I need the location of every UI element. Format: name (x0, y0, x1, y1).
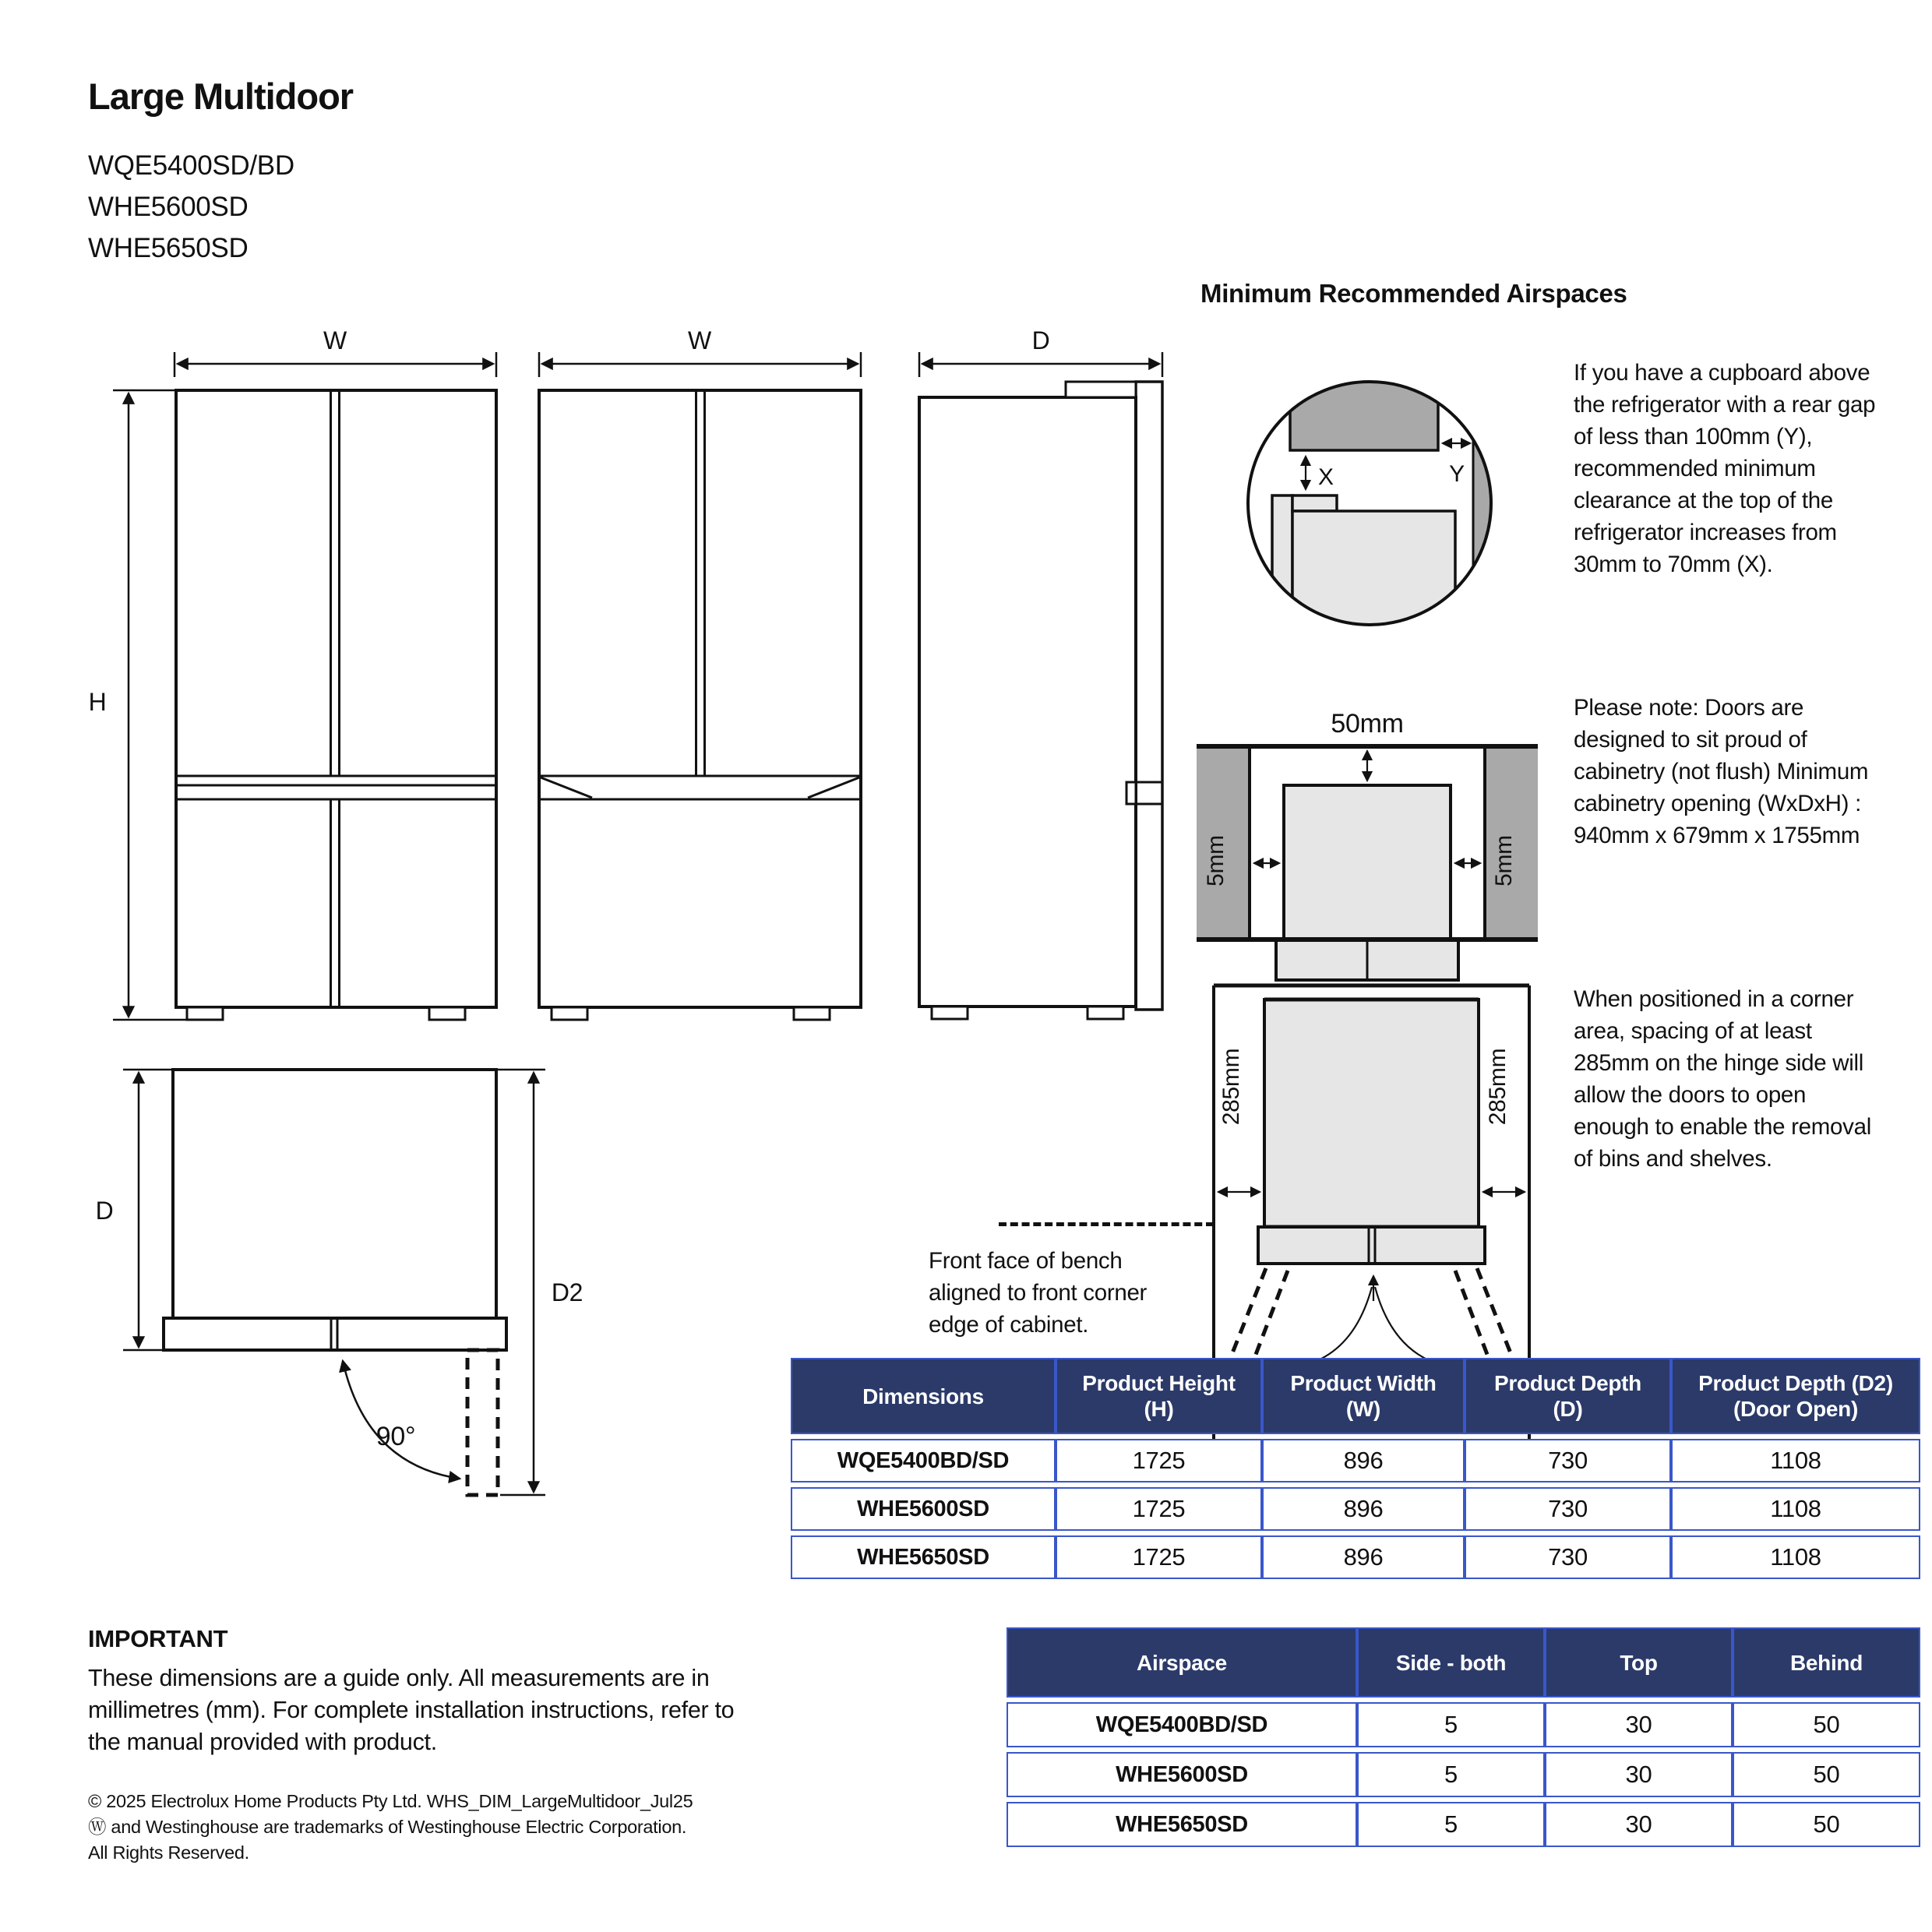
corner-note: When positioned in a corner area, spacing of at least 285mm on the hinge side will allow the doors to open enough to enable the removal of bins and shelves. (1574, 986, 1871, 1172)
table-row (1007, 1802, 1920, 1847)
table-cell: WHE5600SD (1007, 1752, 1357, 1797)
corner-gap-label-left: 285mm (1218, 1048, 1244, 1126)
column-header: Side - both (1357, 1627, 1545, 1698)
table-cell: WQE5400BD/SD (791, 1439, 1056, 1482)
cupboard-note: If you have a cupboard above the refrigerator with a rear gap of less than 100mm (Y), recommended minimum clearance at the top of the refrigerator increases from 30mm to 70mm (X). (1574, 360, 1876, 577)
table-cell: 896 (1262, 1439, 1465, 1482)
table-cell: 30 (1545, 1702, 1733, 1747)
important-heading: IMPORTANT (88, 1625, 228, 1652)
column-header: Airspace (1007, 1627, 1357, 1698)
table-row (1007, 1752, 1920, 1797)
copyright-line: Ⓦ and Westinghouse are trademarks of Westinghouse Electric Corporation. (88, 1817, 687, 1837)
product-elevation-drawings (78, 319, 1184, 1044)
table-cell: WQE5400BD/SD (1007, 1702, 1357, 1747)
height-label: H (88, 688, 107, 716)
table-cell: 1108 (1671, 1439, 1920, 1482)
fridge-top-shape (1284, 785, 1451, 940)
model-item: WHE5600SD (88, 192, 249, 222)
column-header: Product Depth (D) (1465, 1358, 1671, 1434)
depth-label: D (1031, 326, 1050, 354)
table-cell: WHE5650SD (1007, 1802, 1357, 1847)
table-cell: 1725 (1056, 1439, 1262, 1482)
important-note: These dimensions are a guide only. All measurements are in millimetres (mm). For complete installation instructions, refer to the manual provided with product. (88, 1665, 735, 1755)
corner-gap-label-right: 285mm (1485, 1048, 1511, 1126)
table-cell: 896 (1262, 1487, 1465, 1531)
airspaces-heading: Minimum Recommended Airspaces (1200, 279, 1627, 308)
cabinetry-clearance-diagram (1192, 670, 1542, 989)
table-row (791, 1487, 1920, 1531)
model-item: WQE5400SD/BD (88, 150, 294, 181)
table-cell: 50 (1733, 1752, 1920, 1797)
table-row (1007, 1702, 1920, 1747)
fridge-front-four-door-drawing (176, 390, 496, 1020)
table-cell: 730 (1465, 1487, 1671, 1531)
table-cell: 5 (1357, 1752, 1545, 1797)
table-row (791, 1439, 1920, 1482)
side-gap-label-right: 5mm (1491, 835, 1517, 887)
page-title: Large Multidoor (88, 76, 354, 117)
column-header: Top (1545, 1627, 1733, 1698)
table-cell: 1725 (1056, 1487, 1262, 1531)
width-label: W (688, 326, 711, 354)
table-cell: WHE5600SD (791, 1487, 1056, 1531)
depth-label: D (95, 1197, 114, 1225)
table-cell: 730 (1465, 1535, 1671, 1579)
top-view-door-swing-drawing (78, 1059, 592, 1511)
copyright-line: All Rights Reserved. (88, 1842, 249, 1863)
table-cell: 1725 (1056, 1535, 1262, 1579)
cupboard-clearance-diagram (1223, 351, 1519, 647)
table-cell: 5 (1357, 1802, 1545, 1847)
fridge-front-french-door-drawing (539, 390, 861, 1020)
column-header: Dimensions (791, 1358, 1056, 1434)
column-header: Product Width (W) (1262, 1358, 1465, 1434)
depth2-label: D2 (551, 1278, 583, 1306)
dimensions-table (791, 1353, 1920, 1584)
table-cell: 50 (1733, 1702, 1920, 1747)
bench-leader-line (999, 1222, 1214, 1226)
fridge-side-view-drawing (919, 382, 1162, 1019)
top-gap-label: 50mm (1331, 709, 1404, 739)
fridge-side-shape (1272, 495, 1292, 620)
fridge-front-shape (1292, 511, 1455, 636)
airspace-table-wrap (1007, 1623, 1920, 1852)
side-gap-label-left: 5mm (1203, 835, 1229, 887)
table-cell: 30 (1545, 1752, 1733, 1797)
table-cell: 896 (1262, 1535, 1465, 1579)
clearance-y-label: Y (1449, 461, 1465, 487)
dimensions-table-wrap (791, 1353, 1920, 1584)
table-cell: 1108 (1671, 1487, 1920, 1531)
table-cell: 1108 (1671, 1535, 1920, 1579)
fridge-plan-shape (1264, 999, 1479, 1227)
copyright-line: © 2025 Electrolux Home Products Pty Ltd. WHS_DIM_LargeMultidoor_Jul25 (88, 1791, 693, 1811)
table-row (791, 1535, 1920, 1579)
table-cell: 30 (1545, 1802, 1733, 1847)
table-cell: 5 (1357, 1702, 1545, 1747)
table-cell: WHE5650SD (791, 1535, 1056, 1579)
column-header: Product Height (H) (1056, 1358, 1262, 1434)
column-header: Product Depth (D2) (Door Open) (1671, 1358, 1920, 1434)
cabinetry-note: Please note: Doors are designed to sit proud of cabinetry (not flush) Minimum cabinetry opening (WxDxH) : 940mm x 679mm x 1755mm (1574, 695, 1869, 848)
model-list (88, 145, 294, 269)
model-item: WHE5650SD (88, 233, 249, 263)
width-label: W (323, 326, 347, 354)
copyright-block (88, 1789, 758, 1866)
fridge-doors-plan-shape (1258, 1227, 1485, 1264)
airspace-table (1007, 1623, 1920, 1852)
column-header: Behind (1733, 1627, 1920, 1698)
table-cell: 50 (1733, 1802, 1920, 1847)
table-cell: 730 (1465, 1439, 1671, 1482)
clearance-x-label: X (1318, 464, 1334, 490)
bench-note: Front face of bench aligned to front corner edge of cabinet. (929, 1248, 1148, 1338)
door-angle-label: 90° (375, 1422, 416, 1451)
fridge-hinge-shape (1292, 495, 1337, 511)
open-door-outline (467, 1350, 498, 1495)
cupboard-shape (1290, 365, 1438, 450)
